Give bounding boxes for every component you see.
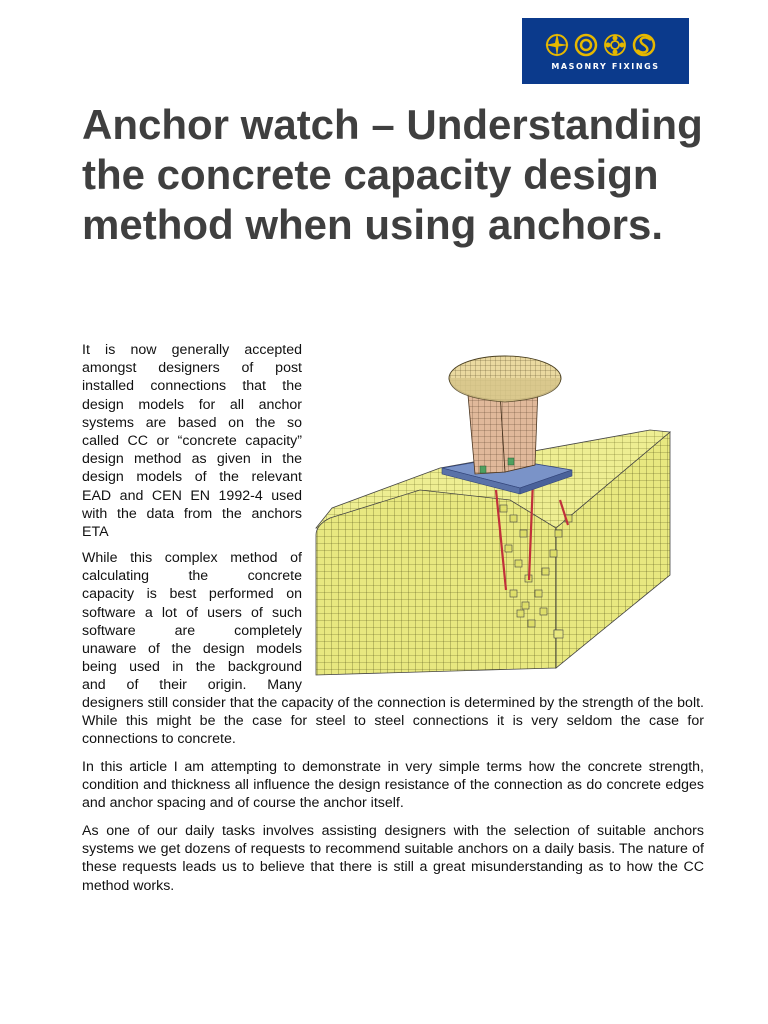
- company-logo: [522, 18, 689, 84]
- p1-line: with the data from the anchors: [82, 505, 302, 522]
- page-title: Anchor watch – Understanding the concrete capacity design method when using anchors.: [82, 101, 703, 248]
- loose-fragment: [554, 630, 563, 638]
- logo-text: MASONRY FIXINGS: [551, 62, 660, 71]
- p2-line: and of their origin. Many: [82, 677, 302, 694]
- p1-line: design models of the relevant: [82, 469, 302, 486]
- concrete-front-face: [316, 490, 556, 675]
- p1-line: design models for all anchor: [82, 396, 302, 413]
- p2-line: being used in the background: [82, 659, 302, 676]
- p1-line: It is now generally accepted: [82, 342, 302, 358]
- logo-icons: [522, 18, 689, 62]
- p1-line: design method as given in the: [82, 451, 302, 468]
- bearing-icon: [605, 35, 625, 55]
- p2-line: software are completely: [82, 622, 302, 639]
- paragraph-4: As one of our daily tasks involves assisting designers with the selection of suitable anchors systems we get dozens of requests to recommend suitable anchors on a daily basis. The nature of these requests leads us to believe that there is still a great misunderstanding as to how the CC method works.: [82, 823, 704, 894]
- ring-icon: [576, 35, 596, 55]
- p1-line: installed connections that the: [82, 378, 302, 395]
- s-curve-icon: [634, 35, 654, 55]
- paragraph-2-continued: designers still consider that the capacity of the connection is determined by the strength of the bolt. While this might be the case for steel to steel connections it is very seldom the case for connections to concrete.: [82, 695, 704, 748]
- paragraph-1: [82, 341, 302, 541]
- p1-line: EAD and CEN EN 1992-4 used: [82, 487, 302, 504]
- p1-line: called CC or “concrete capacity”: [82, 433, 302, 450]
- compass-icon: [545, 33, 569, 57]
- p1-line: ETA: [82, 524, 109, 541]
- fe-concrete-mesh-illustration: [310, 340, 710, 680]
- p1-line: amongst designers of post: [82, 360, 302, 377]
- p1-line: systems are based on the so: [82, 414, 302, 431]
- p2-line: software a lot of users of such: [82, 604, 302, 621]
- column-front: [468, 392, 505, 474]
- p2-line: unaware of the design models: [82, 641, 302, 658]
- p2-line: capacity is best performed on: [82, 586, 302, 603]
- p2-line: calculating the concrete: [82, 568, 302, 585]
- paragraph-2-column: [82, 549, 302, 695]
- p2-line: While this complex method of: [82, 550, 302, 566]
- paragraph-3: In this article I am attempting to demonstrate in very simple terms how the concrete strength, condition and thickness all influence the design resistance of the connection as do concrete edges and anchor spacing and of course the anchor itself.: [82, 759, 704, 812]
